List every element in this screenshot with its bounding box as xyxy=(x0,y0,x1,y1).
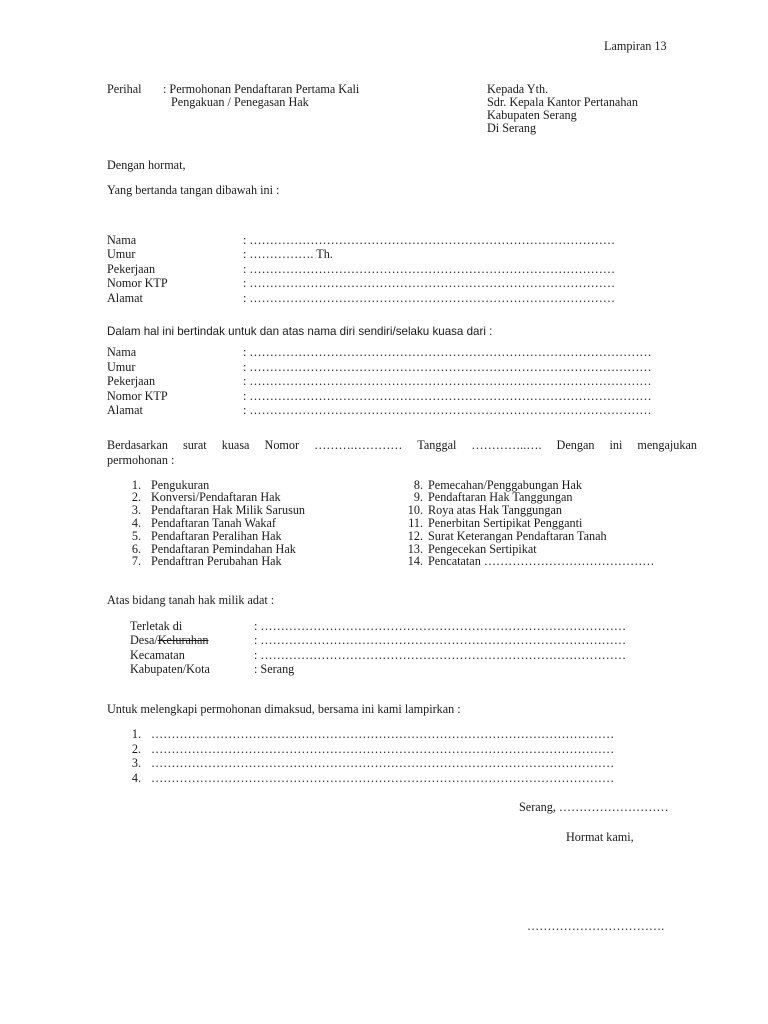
service-number: 2. xyxy=(131,490,141,504)
service-number: 5. xyxy=(131,529,141,543)
service-label: Penerbitan Sertipikat Pengganti xyxy=(428,516,583,530)
service-number: 3. xyxy=(131,503,141,517)
field-label: Alamat xyxy=(107,291,143,305)
service-number: 4. xyxy=(131,516,141,530)
field-value: : ……………………………………………………………………………………… xyxy=(243,389,652,403)
service-number: 11. xyxy=(408,516,423,530)
service-label: Pemecahan/Penggabungan Hak xyxy=(428,478,582,492)
field-label: Umur xyxy=(107,360,136,374)
field-label: Nama xyxy=(107,345,137,359)
field-label: Nama xyxy=(107,233,137,247)
field-label: Kabupaten/Kota xyxy=(130,662,210,676)
field-value: : ……………………………………………………………………………………… xyxy=(243,360,652,374)
service-label: Pendaftaran Tanah Wakaf xyxy=(151,516,276,530)
attachment-number: 4. xyxy=(131,771,141,785)
field-label: Pekerjaan xyxy=(107,374,156,388)
field-label: Terletak di xyxy=(130,619,183,633)
field-value: : ……………………………………………………………………………… xyxy=(243,276,616,290)
desa-label: Desa/ xyxy=(130,633,158,647)
field-value: : Serang xyxy=(254,662,295,676)
service-label: Pengecekan Sertipikat xyxy=(428,542,537,556)
service-number: 12. xyxy=(407,529,423,543)
perihal-line-1: : Permohonan Pendaftaran Pertama Kali xyxy=(163,82,360,96)
basis-word: Dengan xyxy=(556,438,595,452)
basis-word: ini xyxy=(609,438,623,452)
field-label: Alamat xyxy=(107,403,143,417)
service-label: Pendaftaran Hak Tanggungan xyxy=(428,490,573,504)
service-label: Pendaftaran Peralihan Hak xyxy=(151,529,282,543)
service-number: 13. xyxy=(407,542,423,556)
lampiran-label: Lampiran 13 xyxy=(604,39,667,53)
attachment-value: …………………………………………………………………………………………………… xyxy=(151,771,615,785)
service-number: 8. xyxy=(413,478,423,492)
field-value: : ……………………………………………………………………………… xyxy=(254,633,627,647)
service-label: Pengukuran xyxy=(151,478,210,492)
kelurahan-struck-label: Kelurahan xyxy=(157,633,209,647)
basis-line-2: permohonan : xyxy=(107,453,175,467)
service-label: Pendaftaran Hak Milik Sarusun xyxy=(151,503,306,517)
basis-word: surat xyxy=(182,438,207,452)
field-value: : ……………………………………………………………………………………… xyxy=(243,374,652,388)
land-intro: Atas bidang tanah hak milik adat : xyxy=(107,593,275,607)
perihal-line-2: Pengakuan / Penegasan Hak xyxy=(171,95,309,109)
field-value: : ……………. Th. xyxy=(243,247,333,261)
kuasa-intro: Dalam hal ini bertindak untuk dan atas nama diri sendiri/selaku kuasa dari : xyxy=(107,325,493,338)
basis-word: Nomor xyxy=(264,438,300,452)
attachment-value: …………………………………………………………………………………………………… xyxy=(151,756,615,770)
service-number: 1. xyxy=(131,478,141,492)
basis-word: kuasa xyxy=(221,438,250,452)
field-value: : ……………………………………………………………………………… xyxy=(254,619,627,633)
recipient-line-3: Kabupaten Serang xyxy=(487,108,577,122)
perihal-label: Perihal xyxy=(107,82,142,96)
attachment-value: …………………………………………………………………………………………………… xyxy=(151,727,615,741)
attachment-number: 1. xyxy=(131,727,141,741)
field-value: : ……………………………………………………………………………… xyxy=(243,233,616,247)
recipient-line-4: Di Serang xyxy=(487,121,537,135)
field-label: Umur xyxy=(107,247,136,261)
field-value: : ……………………………………………………………………………………… xyxy=(243,345,652,359)
service-number: 6. xyxy=(131,542,141,556)
field-value: : ……………………………………………………………………………… xyxy=(243,262,616,276)
basis-word: mengajukan xyxy=(637,438,697,452)
field-label: Pekerjaan xyxy=(107,262,156,276)
intro-text: Yang bertanda tangan dibawah ini : xyxy=(107,183,280,197)
attach-intro: Untuk melengkapi permohonan dimaksud, bersama ini kami lampirkan : xyxy=(107,702,461,716)
field-value: : ……………………………………………………………………………………… xyxy=(243,403,652,417)
service-label: Pendaftran Perubahan Hak xyxy=(151,554,282,568)
service-label: Pendaftaran Pemindahan Hak xyxy=(151,542,296,556)
service-label: Konversi/Pendaftaran Hak xyxy=(151,490,281,504)
greeting: Dengan hormat, xyxy=(107,158,186,172)
basis-word: …………..…. xyxy=(471,438,542,452)
closing-text: Hormat kami, xyxy=(566,830,634,844)
field-value: : ……………………………………………………………………………… xyxy=(254,648,627,662)
signature-line: ……………………………. xyxy=(527,919,665,933)
recipient-line-2: Sdr. Kepala Kantor Pertanahan xyxy=(487,95,638,109)
recipient-line-1: Kepada Yth. xyxy=(487,82,549,96)
service-number: 10. xyxy=(407,503,423,517)
attachment-number: 2. xyxy=(131,742,141,756)
service-label: Pencatatan …………………………………… xyxy=(428,554,655,568)
attachment-value: …………………………………………………………………………………………………… xyxy=(151,742,615,756)
field-label: Kecamatan xyxy=(130,648,185,662)
service-label: Roya atas Hak Tanggungan xyxy=(428,503,562,517)
service-label: Surat Keterangan Pendaftaran Tanah xyxy=(428,529,607,543)
field-value: : ……………………………………………………………………………… xyxy=(243,291,616,305)
basis-word: Tanggal xyxy=(417,438,457,452)
field-label xyxy=(130,633,209,648)
field-label: Nomor KTP xyxy=(107,389,168,403)
basis-word: Berdasarkan xyxy=(107,438,168,452)
basis-line-1 xyxy=(107,438,697,453)
service-number: 14. xyxy=(407,554,423,568)
service-number: 7. xyxy=(131,554,141,568)
basis-word: ……….………… xyxy=(314,438,403,452)
service-number: 9. xyxy=(413,490,423,504)
place-date: Serang, ……………………… xyxy=(519,800,669,814)
attachment-number: 3. xyxy=(131,756,141,770)
field-label: Nomor KTP xyxy=(107,276,168,290)
